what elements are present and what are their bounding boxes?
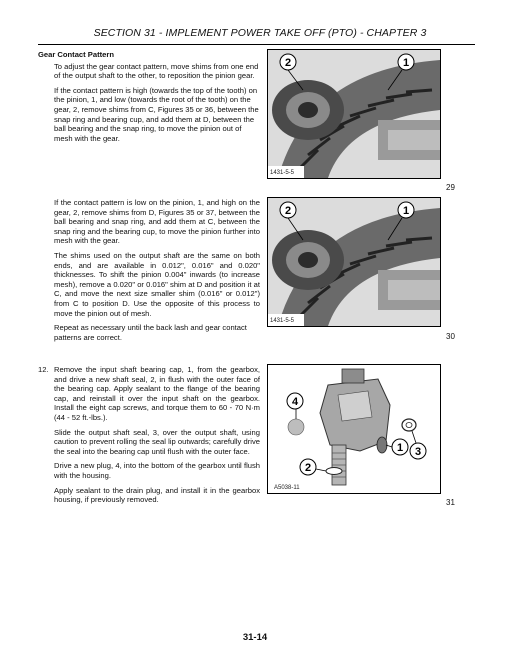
paragraph: Repeat as necessary until the back lash and gear contact patterns are correct. bbox=[54, 323, 247, 342]
text-block-low-contact bbox=[38, 198, 260, 347]
paragraph: If the contact pattern is low on the pinion, 1, and high on the gear, 2, remove shims from D, Figures 35 or 37, between the ball bearing and snap ring, and add them at C, between the snap ring and the bearing cup, to move the pinion further into mesh with the gear. bbox=[54, 198, 260, 246]
figure-code: 1431-5-5 bbox=[270, 318, 295, 324]
section-heading: Gear Contact Pattern bbox=[38, 50, 114, 59]
callout-2: 2 bbox=[284, 205, 292, 217]
callout-3: 3 bbox=[414, 446, 422, 458]
text-block-contact-pattern bbox=[38, 50, 260, 148]
step-12-block bbox=[38, 365, 260, 510]
callout-4: 4 bbox=[291, 396, 299, 408]
paragraph: Apply sealant to the drain plug, and install it in the gearbox housing, if previously removed. bbox=[54, 485, 260, 505]
callout-1: 1 bbox=[402, 57, 410, 69]
gear-photo-29 bbox=[268, 50, 440, 178]
paragraph: Slide the output shaft seal, 3, over the output shaft, using caution to prevent rolling the seal lip outwards; carefully drive the seal into the bearing cap until flush with the outer face. bbox=[54, 427, 260, 456]
header-rule bbox=[38, 44, 475, 45]
figure-30-image bbox=[267, 197, 441, 327]
figure-number: 30 bbox=[446, 332, 455, 341]
step-paragraph bbox=[38, 365, 260, 423]
callout-1: 1 bbox=[402, 205, 410, 217]
figure-29-image bbox=[267, 49, 441, 179]
figure-number: 31 bbox=[446, 498, 455, 507]
step-number: 12. bbox=[38, 365, 49, 374]
paragraph: To adjust the gear contact pattern, move shims from one end of the output shaft to the other, to reposition the pinion gear. bbox=[54, 61, 259, 81]
callout-2: 2 bbox=[304, 462, 312, 474]
figure-code: A5038-11 bbox=[274, 485, 300, 491]
step-text: Remove the input shaft bearing cap, 1, from the gearbox, and drive a new shaft seal, 2, in flush with the outer face of the bearing cap. Apply sealant to the flange of the bearing cap, and reinstall it over the input shaft on the gearbox. Install the eight cap screws, and torque them to 60 - 70 N·m (44 - 52 ft.-lbs.). bbox=[54, 365, 260, 422]
figure-number: 29 bbox=[446, 183, 455, 192]
page-header: SECTION 31 - IMPLEMENT POWER TAKE OFF (PTO) - CHAPTER 3 bbox=[93, 27, 427, 39]
paragraph: The shims used on the output shaft are the same on both ends, and are available in 0.012", 0.016" and 0.020" thicknesses. To shift the pinion 0.004" inwards (to increase mesh), remove a 0.020" or 0.016" shim at D and position it at C, and move the next size smaller shim (0.016" or 0.012") from C to position D. Use the opposite of this process to move the pinion out of mesh. bbox=[54, 250, 260, 318]
paragraph: Drive a new plug, 4, into the bottom of the gearbox until flush with the housing. bbox=[54, 461, 260, 480]
gear-photo-30 bbox=[268, 198, 440, 326]
figure-31-image bbox=[267, 364, 441, 494]
callout-1: 1 bbox=[396, 442, 404, 454]
figure-code: 1431-5-5 bbox=[270, 170, 295, 176]
callout-2: 2 bbox=[284, 57, 292, 69]
paragraph: If the contact pattern is high (towards the top of the tooth) on the pinion, 1, and low (towards the root of the tooth) on the gear, 2, remove shims from C, Figures 35 or 36, between the snap ring and bearing cup, and add them at D, between the ball bearing and the snap ring, to move the pinion out of mesh with the gear. bbox=[54, 85, 259, 143]
gearbox-drawing-31 bbox=[268, 365, 440, 493]
page-number: 31-14 bbox=[242, 632, 268, 643]
